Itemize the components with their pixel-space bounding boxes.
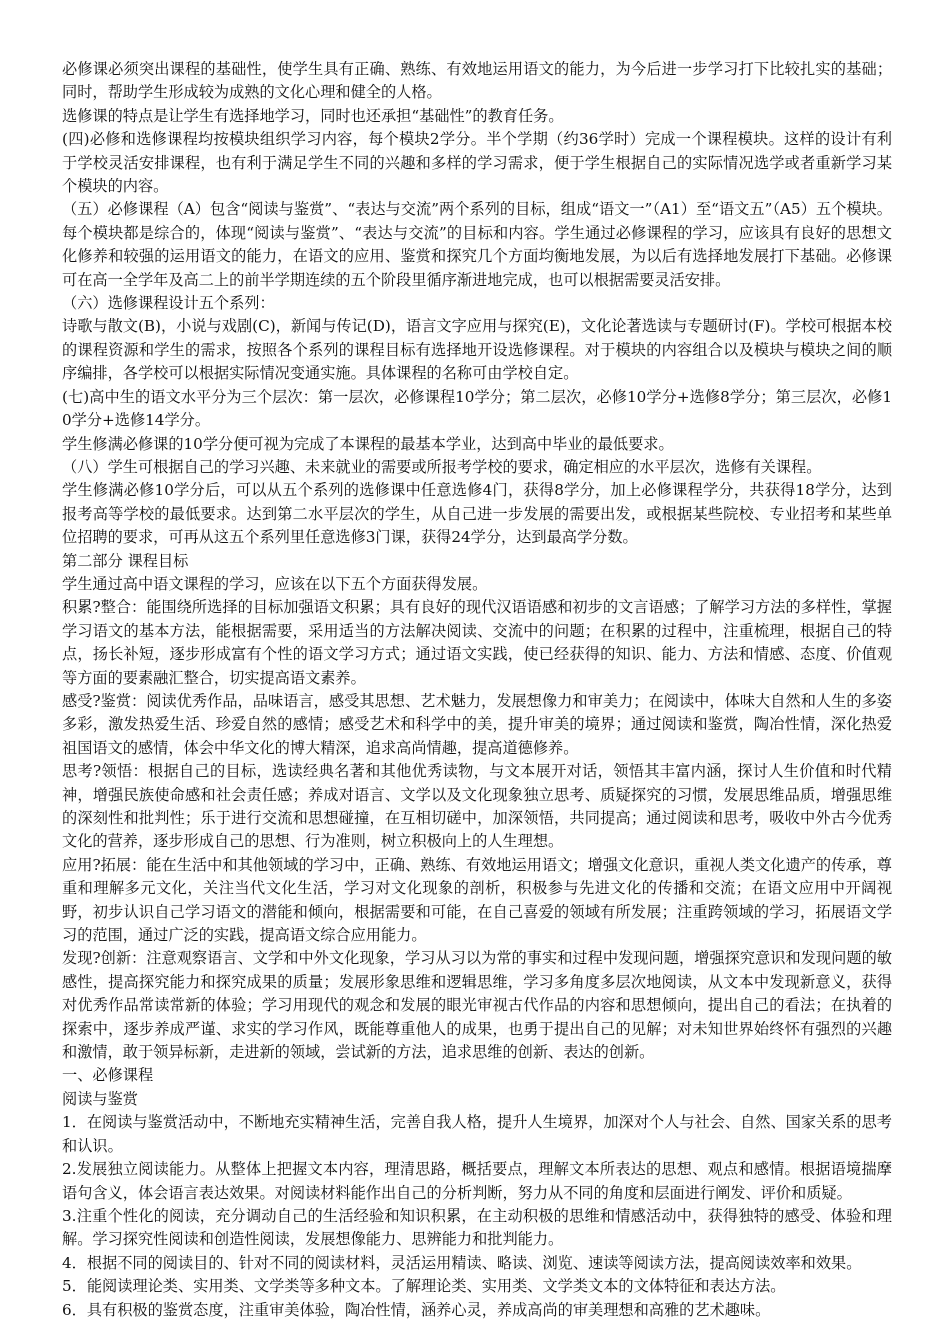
heading-required-courses: 一、必修课程 — [62, 1066, 154, 1085]
heading-part-2: 第二部分 课程目标 — [62, 551, 189, 570]
paragraph-goal-application: 应用?拓展：能在生活中和其他领域的学习中，正确、熟练、有效地运用语文；增强文化意识，重视人类文化遗产的传承，尊重和理解多元文化，关注当代文化生活，学习对文化现象的剖析，积极参与先进文化的传播和交流；在语文应用中开阔视野，初步认识自己学习语文的潜能和倾向，根据需要和可能，在自己喜爱的领域有所发展；注重跨领域的学习，拓展语文学习的范围，通过广泛的实践，提高语文综合应用能力。 — [62, 855, 892, 945]
paragraph-goals-intro: 学生通过高中语文课程的学习，应该在以下五个方面获得发展。 — [62, 574, 488, 593]
list-item-1: 1．在阅读与鉴赏活动中，不断地充实精神生活，完善自我人格，提升人生境界，加深对个人与社会、自然、国家关系的思考和认识。 — [62, 1113, 892, 1155]
paragraph-goal-appreciation: 感受?鉴赏：阅读优秀作品，品味语言，感受其思想、艺术魅力，发展想像力和审美力；在阅读中，体味大自然和人生的多姿多彩，激发热爱生活、珍爱自然的感情；感受艺术和科学中的美，提升审美的境界；通过阅读和鉴赏，陶冶性情，深化热爱祖国语文的感情，体会中华文化的博大精深，追求高尚情趣，提高道德修养。 — [62, 691, 892, 757]
paragraph-goal-discovery: 发现?创新：注意观察语言、文学和中外文化现象，学习从习以为常的事实和过程中发现问题，增强探究意识和发现问题的敏感性，提高探究能力和探究成果的质量；发展形象思维和逻辑思维，学习多角度多层次地阅读，从文本中发现新意义，获得对优秀作品常读常新的体验；学习用现代的观念和发展的眼光审视古代作品的内容和思想倾向，提出自己的看法；在执着的探索中，逐步养成严谨、求实的学习作风，既能尊重他人的成果，也勇于提出自己的见解；对未知世界始终怀有强烈的兴趣和激情，敢于领异标新，走进新的领域，尝试新的方法，追求思维的创新、表达的创新。 — [62, 949, 892, 1062]
paragraph-elective-series: 诗歌与散文(B)，小说与戏剧(C)，新闻与传记(D)，语言文字应用与探究(E)，文化论著选读与专题研讨(F)。学校可根据本校的课程资源和学生的需求，按照各个系列的课程目标有选择地开设选修课程。对于模块的内容组合以及模块与模块之间的顺序编排，各学校可以根据实际情况变通实施。具体课程的名称可由学校自定。 — [62, 317, 892, 383]
paragraph-section-6: （六）选修课程设计五个系列： — [62, 294, 275, 313]
heading-reading-appreciation: 阅读与鉴赏 — [62, 1089, 138, 1108]
list-item-2: 2.发展独立阅读能力。从整体上把握文本内容，理清思路，概括要点，理解文本所表达的思想、观点和感情。根据语境揣摩语句含义，体会语言表达效果。对阅读材料能作出自己的分析判断，努力从不同的角度和层面进行阐发、评价和质疑。 — [62, 1160, 892, 1202]
list-item-6: 6．具有积极的鉴赏态度，注重审美体验，陶冶性情，涵养心灵，养成高尚的审美理想和高雅的艺术趣味。 — [62, 1300, 771, 1319]
paragraph-goal-accumulation: 积累?整合：能围绕所选择的目标加强语文积累；具有良好的现代汉语语感和初步的文言语感；了解学习方法的多样性，掌握学习语文的基本方法，能根据需要，采用适当的方法解决阅读、交流中的问题；在积累的过程中，注重梳理，根据自己的特点，扬长补短，逐步形成富有个性的语文学习方式；通过语文实践，使已经获得的知识、能力、方法和情感、态度、价值观等方面的要素融汇整合，切实提高语文素养。 — [62, 598, 892, 687]
paragraph-section-7: (七)高中生的语文水平分为三个层次：第一层次，必修课程10学分；第二层次，必修10学分+选修8学分；第三层次，必修10学分+选修14学分。 — [62, 387, 892, 430]
paragraph-section-5: （五）必修课程（A）包含“阅读与鉴赏”、“表达与交流”两个系列的目标，组成“语文一”（A1）至“语文五”（A5）五个模块。每个模块都是综合的，体现“阅读与鉴赏”、“表达与交流”的目标和内容。学生通过必修课程的学习，应该具有良好的思想文化修养和较强的运用语文的能力，在语文的应用、鉴赏和探究几个方面均衡地发展，为以后有选择地发展打下基础。必修课可在高一全学年及高二上的前半学期连续的五个阶段里循序渐进地完成，也可以根据需要灵活安排。 — [62, 200, 892, 289]
list-item-3: 3.注重个性化的阅读，充分调动自己的生活经验和知识积累，在主动积极的思维和情感活动中，获得独特的感受、体验和理解。学习探究性阅读和创造性阅读，发展想像能力、思辨能力和批判能力。 — [62, 1206, 892, 1249]
paragraph-goal-thinking: 思考?领悟：根据自己的目标，选读经典名著和其他优秀读物，与文本展开对话，领悟其丰富内涵，探讨人生价值和时代精神，增强民族使命感和社会责任感；养成对语言、文学以及文化现象独立思考、质疑探究的习惯，发展思维品质，增强思维的深刻性和批判性；乐于进行交流和思想碰撞，在互相切磋中，加深领悟，共同提高；通过阅读和思考，吸收中外古今优秀文化的营养，逐步形成自己的思想、行为准则，树立积极向上的人生理想。 — [62, 762, 892, 851]
list-item-5: 5．能阅读理论类、实用类、文学类等多种文本。了解理论类、实用类、文学类文本的文体特征和表达方法。 — [62, 1277, 786, 1296]
paragraph-elective-features: 选修课的特点是让学生有选择地学习，同时也还承担“基础性”的教育任务。 — [62, 106, 564, 125]
list-item-4: 4．根据不同的阅读目的、针对不同的阅读材料，灵活运用精读、略读、浏览、速读等阅读方法，提高阅读效率和效果。 — [62, 1253, 862, 1272]
paragraph-section-8: （八）学生可根据自己的学习兴趣、未来就业的需要或所报考学校的要求，确定相应的水平层次，选修有关课程。 — [62, 457, 822, 476]
paragraph-required-courses: 必修课必须突出课程的基础性，使学生具有正确、熟练、有效地运用语文的能力，为今后进一步学习打下比较扎实的基础；同时，帮助学生形成较为成熟的文化心理和健全的人格。 — [62, 60, 892, 102]
paragraph-minimum-credits: 学生修满必修课的10学分便可视为完成了本课程的最基本学业，达到高中毕业的最低要求。 — [62, 434, 674, 453]
paragraph-credit-requirements: 学生修满必修10学分后，可以从五个系列的选修课中任意选修4门，获得8学分，加上必修课程学分，共获得18学分，达到报考高等学校的最低要求。达到第二水平层次的学生，从自己进一步发展的需要出发，或根据某些院校、专业招考和某些单位招聘的要求，可再从这五个系列里任意选修3门课，获得24学分，达到最高学分数。 — [62, 481, 892, 547]
paragraph-section-4: (四)必修和选修课程均按模块组织学习内容，每个模块2学分。半个学期（约36学时）完成一个课程模块。这样的设计有利于学校灵活安排课程，也有利于满足学生不同的兴趣和多样的学习需求，便于学生根据自己的实际情况选学或者重新学习某个模块的内容。 — [62, 130, 892, 196]
